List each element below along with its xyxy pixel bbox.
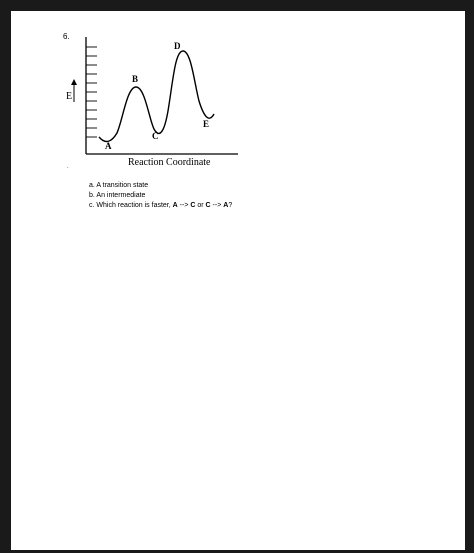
question-b: b. An intermediate [89,192,146,199]
question-c [89,201,232,211]
y-axis-ticks [86,47,97,137]
energy-diagram [11,11,465,171]
y-axis-label: E [66,91,73,102]
energy-curve [99,51,214,142]
point-label-d: D [174,41,181,51]
question-c-arrow2: --> [210,202,224,209]
x-axis-label: Reaction Coordinate [128,157,211,168]
question-c-arrow1: --> [177,202,191,209]
question-list [89,181,232,211]
arrowhead-icon [71,79,77,85]
question-number: 6. [63,32,70,41]
point-label-e: E [203,119,210,129]
question-c-prefix: c. Which reaction is faster, [89,202,173,209]
question-c-a1: A [172,202,178,209]
question-c-a2: A [223,202,229,209]
question-c-or: or [195,202,206,209]
point-label-a: A [105,141,112,151]
worksheet-page [11,11,465,550]
point-label-b: B [132,74,139,84]
point-label-c: C [152,131,159,141]
question-c-mark: ? [228,202,233,209]
question-c-c1: C [190,202,196,209]
question-c-c2: C [205,202,211,209]
stray-dot: . [67,164,69,170]
question-a: a. A transition state [89,182,149,189]
